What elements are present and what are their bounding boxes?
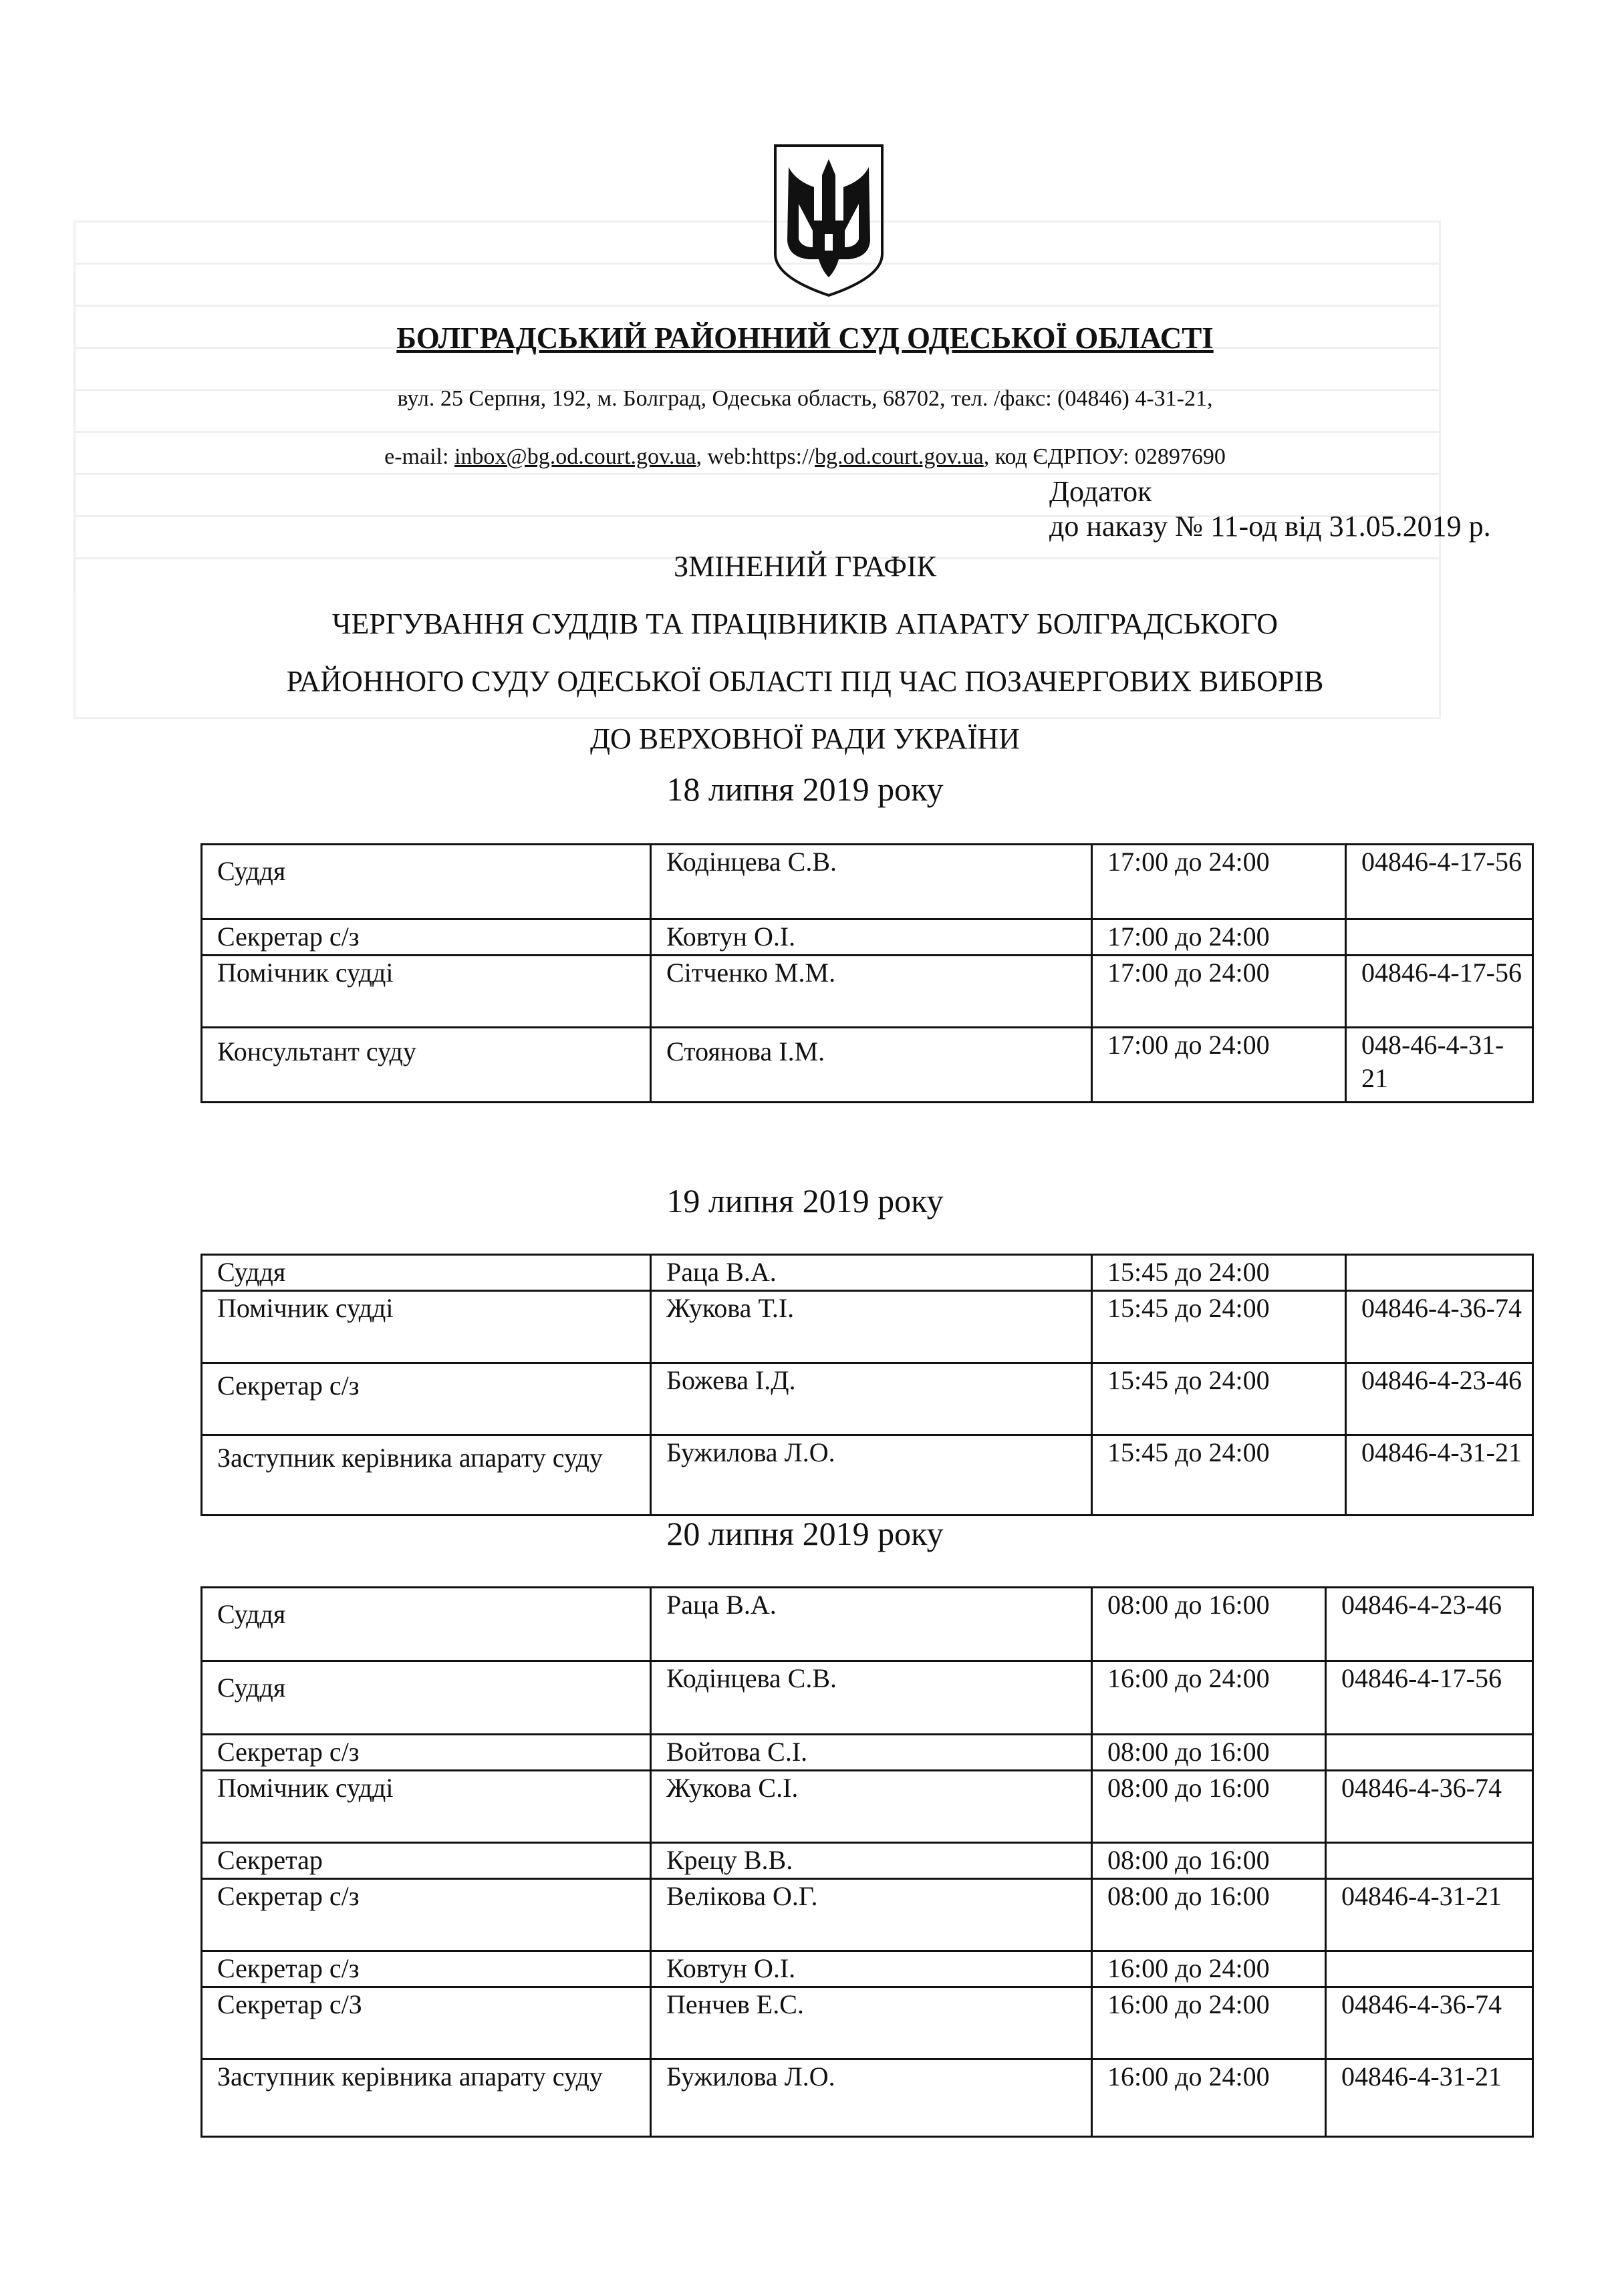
title-line-1: ЗМІНЕНИЙ ГРАФІК <box>674 550 936 583</box>
name-cell: Кодінцева С.В. <box>651 1661 1092 1735</box>
time-cell: 08:00 до 16:00 <box>1092 1843 1326 1879</box>
phone-cell: 04846-4-17-56 <box>1326 1661 1533 1735</box>
table-row <box>202 1879 1533 1951</box>
name-cell: Крецу В.В. <box>651 1843 1092 1879</box>
name-cell: Жукова Т.І. <box>651 1291 1092 1363</box>
time-cell: 17:00 до 24:00 <box>1092 845 1346 919</box>
time-cell: 16:00 до 24:00 <box>1092 1951 1326 1987</box>
phone-cell: 04846-4-23-46 <box>1326 1588 1533 1661</box>
name-cell: Раца В.А. <box>651 1588 1092 1661</box>
time-cell: 15:45 до 24:00 <box>1092 1363 1346 1435</box>
day-date: 18 липня 2019 року <box>666 770 944 808</box>
duty-table <box>200 1586 1534 2138</box>
day-date: 20 липня 2019 року <box>666 1515 944 1552</box>
position-cell: Помічник судді <box>202 956 651 1028</box>
name-cell: Божева І.Д. <box>651 1363 1092 1435</box>
name-cell: Бужилова Л.О. <box>651 1435 1092 1516</box>
position-cell: Помічник судді <box>202 1291 651 1363</box>
phone-cell <box>1326 1843 1533 1879</box>
time-cell: 17:00 до 24:00 <box>1092 919 1346 956</box>
table-row <box>202 1951 1533 1987</box>
annex-line-1: Додаток <box>1049 475 1152 508</box>
table-row <box>202 1588 1533 1661</box>
court-contacts <box>0 444 1610 470</box>
table-row <box>202 2059 1533 2137</box>
duty-table <box>200 843 1534 1103</box>
table-row <box>202 1291 1533 1363</box>
phone-cell: 04846-4-36-74 <box>1326 1987 1533 2059</box>
table-row <box>202 919 1533 956</box>
table-row <box>202 1363 1533 1435</box>
time-cell: 08:00 до 16:00 <box>1092 1771 1326 1843</box>
time-cell: 08:00 до 16:00 <box>1092 1879 1326 1951</box>
name-cell: Раца В.А. <box>651 1255 1092 1291</box>
time-cell: 15:45 до 24:00 <box>1092 1435 1346 1516</box>
court-name: БОЛГРАДСЬКИЙ РАЙОННИЙ СУД ОДЕСЬКОЇ ОБЛАСТІ <box>396 321 1214 355</box>
name-cell: Сітченко М.М. <box>651 956 1092 1028</box>
position-cell: Секретар с/з <box>202 919 651 956</box>
position-cell: Суддя <box>202 1661 651 1735</box>
position-cell: Секретар с/з <box>202 1951 651 1987</box>
table-row <box>202 1987 1533 2059</box>
phone-cell <box>1326 1951 1533 1987</box>
position-cell: Консультант суду <box>202 1028 651 1103</box>
name-cell: Стоянова І.М. <box>651 1028 1092 1103</box>
email-label: e-mail: <box>384 444 454 469</box>
time-cell: 08:00 до 16:00 <box>1092 1588 1326 1661</box>
day-date: 19 липня 2019 року <box>666 1182 944 1219</box>
position-cell: Суддя <box>202 1255 651 1291</box>
time-cell: 08:00 до 16:00 <box>1092 1735 1326 1771</box>
table-row <box>202 1255 1533 1291</box>
time-cell: 16:00 до 24:00 <box>1092 1661 1326 1735</box>
phone-cell: 048-46-4-31-21 <box>1346 1028 1533 1103</box>
table-row <box>202 1435 1533 1516</box>
time-cell: 17:00 до 24:00 <box>1092 956 1346 1028</box>
document-title <box>0 538 1610 768</box>
position-cell: Заступник керівника апарату суду <box>202 1435 651 1516</box>
position-cell: Помічник судді <box>202 1771 651 1843</box>
name-cell: Пенчев Е.С. <box>651 1987 1092 2059</box>
position-cell: Секретар <box>202 1843 651 1879</box>
time-cell: 17:00 до 24:00 <box>1092 1028 1346 1103</box>
phone-cell: 04846-4-17-56 <box>1346 956 1533 1028</box>
position-cell: Суддя <box>202 845 651 919</box>
position-cell: Секретар с/З <box>202 1987 651 2059</box>
name-cell: Жукова С.І. <box>651 1771 1092 1843</box>
email-link[interactable]: inbox@bg.od.court.gov.ua <box>454 444 696 469</box>
name-cell: Ковтун О.І. <box>651 1951 1092 1987</box>
name-cell: Ковтун О.І. <box>651 919 1092 956</box>
title-line-3: РАЙОННОГО СУДУ ОДЕСЬКОЇ ОБЛАСТІ ПІД ЧАС ПОЗАЧЕРГОВИХ ВИБОРІВ <box>286 665 1324 698</box>
phone-cell: 04846-4-36-74 <box>1346 1291 1533 1363</box>
table-row <box>202 956 1533 1028</box>
table-row <box>202 1771 1533 1843</box>
time-cell: 16:00 до 24:00 <box>1092 1987 1326 2059</box>
position-cell: Секретар с/з <box>202 1879 651 1951</box>
title-line-4: ДО ВЕРХОВНОЇ РАДИ УКРАЇНИ <box>590 722 1020 755</box>
table-row <box>202 1735 1533 1771</box>
web-link[interactable]: bg.od.court.gov.ua <box>815 444 984 469</box>
web-label: , web:https:// <box>696 444 815 469</box>
title-line-2: ЧЕРГУВАННЯ СУДДІВ ТА ПРАЦІВНИКІВ АПАРАТУ БОЛГРАДСЬКОГО <box>331 607 1279 640</box>
position-cell: Секретар с/з <box>202 1735 651 1771</box>
time-cell: 15:45 до 24:00 <box>1092 1291 1346 1363</box>
time-cell: 15:45 до 24:00 <box>1092 1255 1346 1291</box>
table-row <box>202 1661 1533 1735</box>
phone-cell: 04846-4-31-21 <box>1326 2059 1533 2137</box>
name-cell: Кодінцева С.В. <box>651 845 1092 919</box>
phone-cell <box>1346 919 1533 956</box>
annex-note <box>1049 474 1491 544</box>
table-row <box>202 1028 1533 1103</box>
coat-of-arms-icon <box>769 140 889 301</box>
court-address: вул. 25 Серпня, 192, м. Болград, Одеська область, 68702, тел. /факс: (04846) 4-31-21, <box>397 386 1213 411</box>
annex-line-2: до наказу № 11-од від 31.05.2019 р. <box>1049 510 1491 543</box>
position-cell: Заступник керівника апарату суду <box>202 2059 651 2137</box>
time-cell: 16:00 до 24:00 <box>1092 2059 1326 2137</box>
position-cell: Секретар с/з <box>202 1363 651 1435</box>
phone-cell <box>1326 1735 1533 1771</box>
table-row <box>202 1843 1533 1879</box>
name-cell: Бужилова Л.О. <box>651 2059 1092 2137</box>
phone-cell: 04846-4-17-56 <box>1346 845 1533 919</box>
table-row <box>202 845 1533 919</box>
phone-cell: 04846-4-31-21 <box>1326 1879 1533 1951</box>
name-cell: Велікова О.Г. <box>651 1879 1092 1951</box>
edrpou-code: , код ЄДРПОУ: 02897690 <box>983 444 1226 469</box>
phone-cell: 04846-4-31-21 <box>1346 1435 1533 1516</box>
position-cell: Суддя <box>202 1588 651 1661</box>
phone-cell: 04846-4-23-46 <box>1346 1363 1533 1435</box>
phone-cell <box>1346 1255 1533 1291</box>
duty-table <box>200 1254 1534 1516</box>
phone-cell: 04846-4-36-74 <box>1326 1771 1533 1843</box>
name-cell: Войтова С.І. <box>651 1735 1092 1771</box>
